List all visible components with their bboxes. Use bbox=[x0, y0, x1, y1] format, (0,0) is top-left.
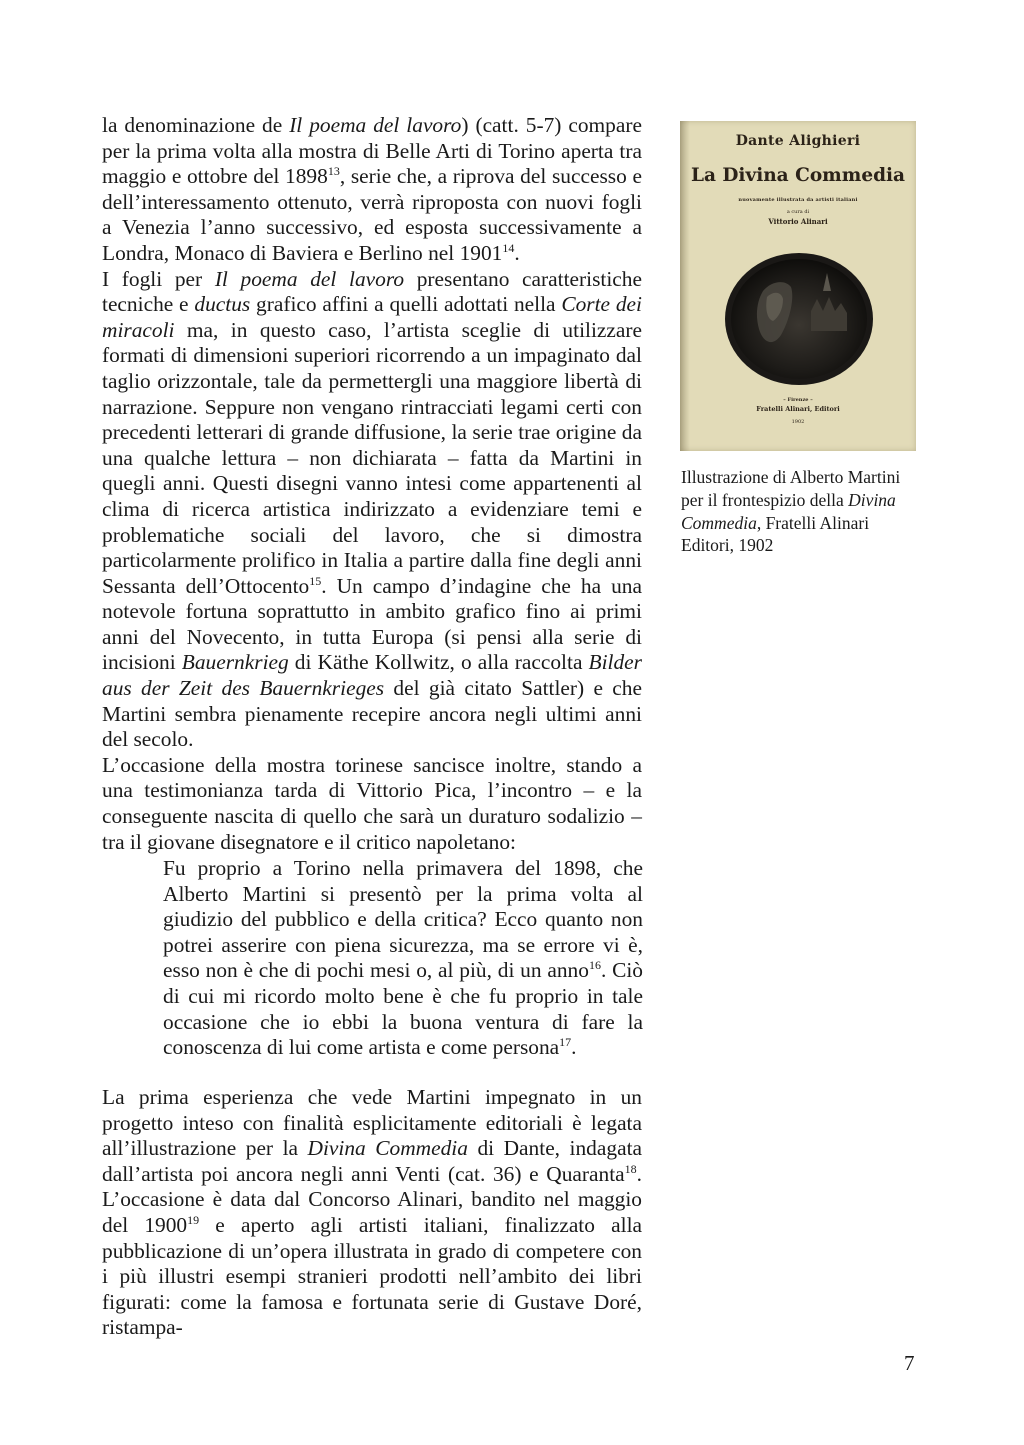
footnote-ref: 16 bbox=[588, 958, 601, 973]
footnote-ref: 17 bbox=[559, 1035, 572, 1050]
text-run: I fogli per bbox=[102, 266, 215, 291]
text-run: ) (catt. 5-7) compare per la prima volta alla mostra di Belle Arti di Torino aperta tra maggio e ottobre del 1898 bbox=[102, 113, 642, 189]
text-run: , serie che, a riprova del successo e dell’interessamento ottenuto, verrà riproposta con nuovi fogli a Venezia l’anno successivo, ed esposta successivamente a Londra, Monaco di Baviera e Berlino nel 1901 bbox=[102, 164, 642, 265]
cover-medallion-illustration bbox=[723, 251, 875, 387]
footnote-ref: 14 bbox=[502, 240, 515, 255]
footnote-ref: 18 bbox=[624, 1161, 637, 1176]
text-run: grafico affini a quelli adottati nella bbox=[250, 292, 562, 317]
paragraph bbox=[102, 267, 642, 753]
cover-author: Dante Alighieri bbox=[735, 133, 861, 149]
cover-year: 1902 bbox=[791, 419, 805, 425]
cover-publisher: Fratelli Alinari, Editori bbox=[756, 405, 840, 413]
cover-editor-label: a cura di bbox=[786, 209, 810, 215]
text-run: di Dante, indagata dall’artista poi ancora negli anni Venti (cat. 36) e Quaranta bbox=[102, 1136, 642, 1186]
block-quote bbox=[163, 856, 643, 1061]
cover-title: La Divina Commedia bbox=[690, 165, 906, 186]
text-run: la denominazione de bbox=[102, 113, 290, 137]
text-run: . bbox=[571, 1035, 577, 1060]
footnote-ref: 19 bbox=[187, 1212, 200, 1227]
paragraph bbox=[102, 113, 642, 267]
text-run: e aperto agli artisti italiani, finalizzato alla pubblicazione di un’opera illustrata in grado di competere con i più illustri esempi stranieri prodotti nell’ambito dei libri figurati: come la famosa e fortunata serie di Gustave Doré, ristampa- bbox=[102, 1212, 643, 1340]
cover-editor: Vittorio Alinari bbox=[768, 217, 828, 226]
text-run: presentano caratteristiche tecniche e bbox=[102, 266, 642, 317]
cover-place: – Firenze – bbox=[783, 397, 813, 403]
text-run: . bbox=[514, 240, 520, 265]
italic-title: Il poema del lavoro bbox=[214, 266, 405, 291]
paragraph-after-quote bbox=[102, 1085, 642, 1341]
paragraph: L’occasione della mostra torinese sancisce inoltre, stando a una testimonianza tarda di Vittorio Pica, l’incontro – e la conseguente nascita di quello che sarà un duraturo sodalizio – tra il giovane disegnatore e il critico napoletano: bbox=[102, 752, 642, 854]
cover-subtitle: nuovamente illustrata da artisti italiani bbox=[738, 197, 858, 203]
book-cover-image bbox=[680, 121, 916, 451]
text-run: del già citato Sattler) e che Martini sembra pienamente recepire ancora negli ultimi anni del secolo. bbox=[102, 676, 642, 752]
text-run: . L’occasione è data dal Concorso Alinari, bandito nel maggio del 1900 bbox=[102, 1161, 642, 1237]
page-number: 7 bbox=[904, 1351, 915, 1375]
text-run: La prima esperienza che vede Martini impegnato in un progetto inteso con finalità esplicitamente editoriali è legata all’illustrazione per la bbox=[102, 1085, 642, 1161]
footnote-ref: 13 bbox=[327, 164, 340, 179]
text-run: , Fratelli Alinari Editori, 1902 bbox=[681, 512, 870, 556]
italic-title: Corte dei miracoli bbox=[102, 292, 642, 342]
italic-title: Bauernkrieg bbox=[181, 650, 289, 675]
main-text-column bbox=[102, 113, 642, 855]
figure-caption bbox=[681, 466, 919, 557]
text-run: . Un campo d’indagine che ha una notevole fortuna soprattutto in ambito grafico fino ai primi anni del Novecento, in tutta Europa (si pensi alla serie di incisioni bbox=[102, 573, 642, 675]
italic-title: Divina Commedia bbox=[681, 489, 896, 533]
text-run: ma, in questo caso, l’artista sceglie di utilizzare formati di dimensioni superiori ricorrendo a un impaginato dal taglio orizzontale, tale da permettergli una maggiore libertà di narrazione. Seppure non vengano rintracciati legami certi con precedenti letterari di grande diffusione, la serie trae origine da una qualche lettura – non dichiarata – fatta da Martini in quegli anni. Questi disegni vanno intesi come appartenenti al clima di ricerca artistica indirizzato a evidenziare temi e problematiche sociali del lavoro, che si dimostra particolarmente prolifico in Italia a partire dalla fine degli anni Sessanta dell’Ottocento bbox=[102, 317, 642, 598]
text-run: . Ciò di cui mi ricordo molto bene è che fu proprio in tale occasione che io ebbi la buona ventura di fare la conoscenza di lui come artista e come persona bbox=[163, 958, 643, 1060]
text-run: Illustrazione di Alberto Martini per il frontespizio della bbox=[681, 467, 901, 510]
footnote-ref: 15 bbox=[309, 573, 322, 588]
caption-text bbox=[681, 466, 919, 557]
text-run: di Käthe Kollwitz, o alla raccolta bbox=[288, 650, 589, 675]
italic-title: Il poema del lavoro bbox=[289, 113, 462, 137]
italic-title: Bilder aus der Zeit des Bauernkrieges bbox=[102, 650, 642, 701]
italic-title: Divina Commedia bbox=[307, 1136, 468, 1161]
paragraph bbox=[102, 1085, 642, 1341]
text-run: Fu proprio a Torino nella primavera del 1898, che Alberto Martini si presentò per la prima volta al giudizio del pubblico e della critica? Ecco quanto non potrei asserire con piena sicurezza, ma se errore vi è, esso non è che di pochi mesi o, al più, di un anno bbox=[163, 856, 643, 983]
italic-term: ductus bbox=[194, 292, 251, 317]
